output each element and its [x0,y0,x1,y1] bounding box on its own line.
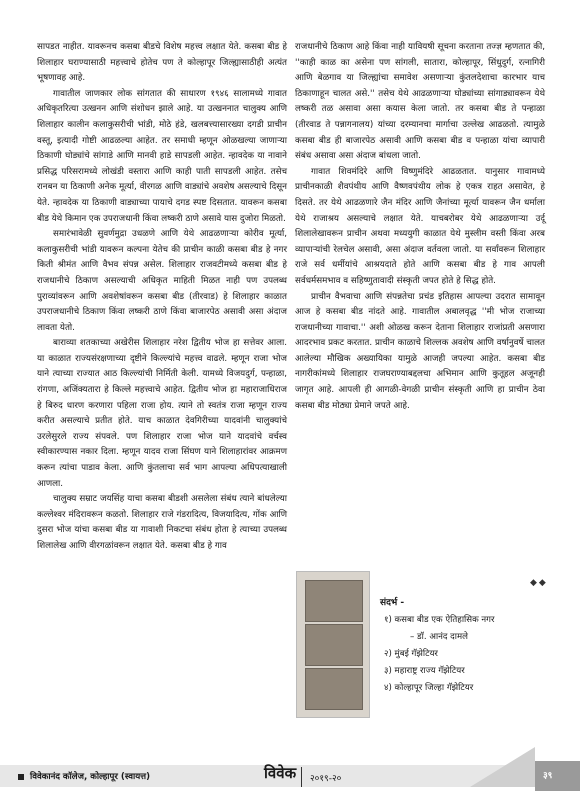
paragraph: सापडत नाहीत. यावरूनच कसबा बीडचे विशेष महत्त्व लक्षात येते. कसबा बीड हे शिलाहार घराण्यासाठी महत्त्वाचे होतेच पण ते कोल्हापूर जिल्ह्यासाठीही अत्यंत भूषणावह आहे. [37,42,287,84]
section-end-ornament: ◆◆ [530,578,548,588]
paragraph: प्राचीन वैभवाचा आणि संपन्नतेचा प्रचंड इतिहास आपल्या उदरात सामावून आज हे कसबा बीड नांदते आहे. गावातील अबालवृद्ध ''मी भोज राजाच्या राजधानीच्या गावाचा.'' अशी ओळख करून देताना शिलाहार राजांप्रती असणारा आदरभाव प्रकट करतात. प्राचीन काळाचे शिल्लक अवशेष आणि वर्षानुवर्षे चालत आलेल्या मौखिक अख्यायिका यामुळे आजही जपल्या आहेत. कसबा बीड नागरीकांमध्ये शिलाहार राजघराण्याबद्दलचा अभिमान आणि कुतूहल अजूनही जागृत आहे. आपली ही आगळी-वेगळी प्राचीन संस्कृती आणि हा प्राचीन ठेवा कसबा बीड मोठ्या प्रेमाने जपते आहे. [295,291,545,411]
reference-item: ३) महाराष्ट्र राज्य गॅझेटियर [384,666,465,676]
square-bullet-icon [18,774,24,780]
magazine-title: विवेक [264,764,297,782]
paragraph: गावात शिवमंदिरे आणि विष्णुमंदिरे आढळतात. यानुसार गावामध्ये प्राचीनकाळी शैवपंथीय आणि वैष्णवपंथीय लोक हे एकत्र राहत असावेत, हे दिसते. तर येथे आढळणारे जैन मंदिर आणि जैनांच्या मूर्त्या यावरून जैन धर्माला येथे राजाश्रय असल्याचे लक्षात येते. याचबरोबर येथे आढळणाऱ्या उर्दू शिलालेखावरून प्राचीन अथवा मध्ययुगी काळात येथे मुस्लीम वस्ती किंवा अरब व्यापाऱ्यांची रेलचेल असावी, असा अंदाज वर्तवला जातो. या सर्वांवरून शिलाहार राजे सर्व धर्मीयांचे आश्रयदाते होते आणि कसबा बीड हे गाव आपली सर्वधर्मसमभाव व सहिष्णुतावादी संस्कृती जपत होते हे सिद्ध होते. [295,166,545,286]
references [380,595,550,697]
paragraph: बाराव्या शतकाच्या अखेरीस शिलाहार नरेश द्वितीय भोज हा सत्तेवर आला. या काळात राज्यसंरक्षणाच्या दृष्टीने किल्ल्यांचे महत्त्व वाढले. म्हणून राजा भोज याने त्याच्या राज्यात आठ किल्ल्यांची निर्मिती केली. यामध्ये विजयदुर्ग, पन्हाळा, रांगणा, अजिंक्यतारा हे किल्ले महत्त्वाचे आहेत. द्वितीय भोज हा महाराजाधिराज हे बिरुद धारण करणारा पहिला राजा होय. त्याने तो स्वतंत्र राजा म्हणून राज्य करीत असल्याचे प्रतीत होते. याच काळात देवगिरीच्या यादवांनी चालुक्यांचे उरलेसुरले राज्य संपवले. पण शिलाहार राजा भोज याने यादवांचे वर्चस्व स्वीकारण्यास नकार दिला. म्हणून यादव राजा सिंघण याने शिलाहारांवर आक्रमण करून त्यांचा पाडाव केला. आणि कुंतलाचा सर्व भाग आपल्या अधिपत्याखाली आणला. [37,338,287,489]
reference-author: – डॉ. आनंद दामले [410,632,468,642]
paragraph: राजधानीचे ठिकाण आहे किंवा नाही यावियषी सूचना करताना तज्ज्ञ म्हणतात की, ''काही काळ का असेना पण सांगली, सातारा, कोल्हापूर, सिंधुदुर्ग, रत्नागिरी आणि बेळगाव या जिल्ह्यांचा समावेश असणाऱ्या कुंतलदेशाचा कारभार याच ठिकाणाहून चालत असे.'' तसेच येथे आढळणाऱ्या घोड्यांच्या सांगाड्यावरून येथे लष्करी तळ असावा असा कयास केला जातो. तर कसबा बीड ते पन्हाळा (तीरवाड ते पन्नागनालय) यांच्या दरम्यानचा मार्गाचा उल्लेख आढळतो. त्यामुळे कसबा बीड ही बाजारपेठ असावी आणि कसबा बीड व पन्हाळा यांचा व्यापारी संबंध असावा असा अंदाज बांधला जातो. [295,42,545,162]
college-name: विवेकानंद कॉलेज, कोल्हापूर (स्वायत्त) [30,772,151,782]
carving-panel [305,580,363,622]
paragraph: चालुक्य सम्राट जयसिंह याचा कसबा बीडशी असलेला संबंध त्याने बांधलेल्या कल्लेश्वर मंदिरावरून कळतो. शिलाहार राजे गंडरादित्य, विजयादित्य, गोंक आणि दुसरा भोज यांचा कसबा बीड या गावाशी निकटचा संबंध होता हे त्याच्या उपलब्ध शिलालेख आणि वीरगळांवरून लक्षात येते. कसबा बीड हे गाव [37,494,287,551]
footer-decoration [470,747,535,787]
carving-panel [305,624,363,666]
reference-item: १) कसबा बीड एक ऐतिहासिक नगर [384,615,495,625]
references-title: संदर्भ - [380,598,405,608]
stone-carving-photo [296,571,370,718]
footer-divider [301,767,302,787]
left-column [37,40,287,555]
reference-item: ४) कोल्हापूर जिल्हा गॅझेटियर [384,683,474,693]
issue-year: २०१९-२० [310,774,342,784]
page-number-box [535,761,580,791]
paragraph: गावातील जाणकार लोक सांगतात की साधारण १९४६ सालामध्ये गावात अधिकृतरित्या उत्खनन आणि संशोधन झाले आहे. या उत्खननात चालुक्य आणि शिलाहार कालीन कलाकुसरीची भांडी, मोठे हंडे, खलबत्त्यासारख्या दगडी प्राचीन वस्तू, इत्यादी गोष्टी आढळल्या आहेत. तर समाधी म्हणून ओळखल्या जाणाऱ्या ठिकाणी घोड्यांचे सांगाडे आणि मानवी हाडे सापडली आहेत. न्हावदेक या नावाने प्रसिद्ध परिसरामध्ये लोखंडी वस्तारा आणि काही पाती सापडली आहेत. तसेच रानबन या ठिकाणी अनेक मूर्त्या, वीरगळ आणि वाड्यांचे अवशेष असल्याचे दिसून येते. न्हावदेक या ठिकाणी वाड्याच्या पायाचे दगड स्पष्ट दिसतात. यावरून कसबा बीड येथे किमान एक उपराजधानी किंवा लष्करी ठाणे असावे यास दुजोरा मिळतो. [37,88,287,224]
page-number: ३९ [543,771,553,781]
page-footer [0,755,580,800]
carving-panel [305,668,363,710]
reference-item: २) मुंबई गॅझेटियर [384,649,438,659]
paragraph: समारंभावेळी सुवर्णमुद्रा उधळणे आणि येथे आढळणाऱ्या कोरीव मूर्त्या, कलाकुसरीची भांडी यावरून कल्पना येतेच की प्राचीन काळी कसबा बीड हे नगर किती श्रीमंत आणि वैभव संपन्न असेल. शिलाहार राजवटीमध्ये कसबा बीड हे राजधानीचे ठिकाण असल्याची अधिकृत माहिती मिळत नाही पण उपलब्ध पुराव्यांवरून आणि अवशेषांवरून कसबा बीड (तीरवाड) हे शिलाहार काळात उपराजधानीचे ठिकाण किंवा लष्करी ठाणे किंवा बाजारपेठ असावी असा अंदाज लावता येतो. [37,229,287,333]
right-column [295,40,545,414]
